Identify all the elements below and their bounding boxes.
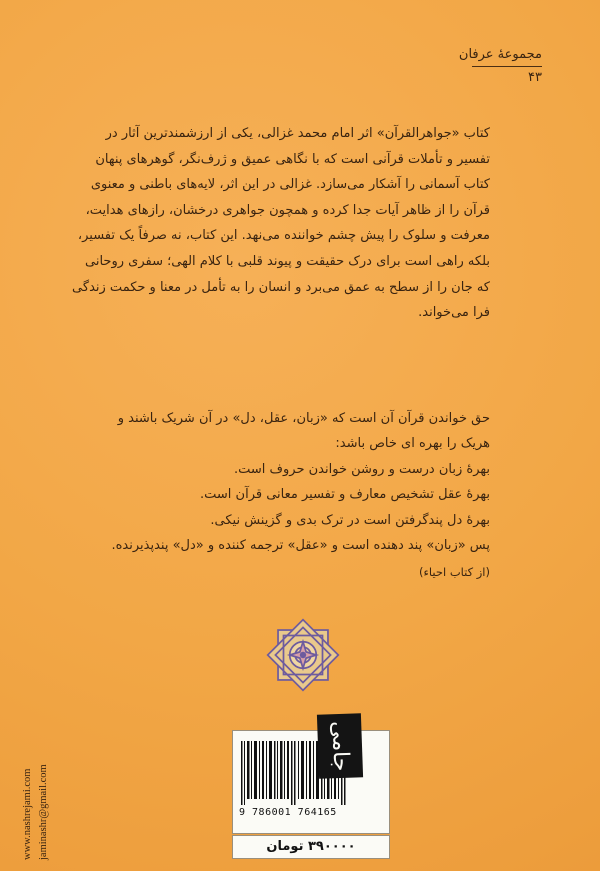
email-text: jaminashr@gmail.com bbox=[38, 764, 49, 860]
price-label: ۳۹۰۰۰۰ تومان bbox=[232, 835, 390, 859]
barcode-label bbox=[232, 730, 390, 834]
series-label bbox=[459, 46, 542, 87]
contact-info bbox=[20, 680, 56, 860]
publisher-logo: جامی bbox=[317, 713, 363, 778]
description-line: بلکه راهی است برای درک حقیقت و پیوند قلبی با کلام الهی؛ سفری روحانی bbox=[85, 253, 490, 269]
description-line: معرفت و سلوک را پیش چشم خواننده می‌نهد. این کتاب، نه صرفاً یک تفسیر، bbox=[77, 228, 490, 244]
description-line: قرآن را از ظاهر آیات جدا کرده و همچون جواهری درخشان، رازهای هدایت، bbox=[85, 202, 490, 218]
quote-line: بهرهٔ عقل تشخیص معارف و تفسیر معانی قرآن است. bbox=[200, 487, 490, 503]
quote-line: پس «زبان» پند دهنده است و «عقل» ترجمه کننده و «دل» پندپذیرنده. bbox=[111, 538, 490, 554]
description-line: فرا می‌خواند. bbox=[418, 305, 490, 321]
description-line: کتاب «جواهرالقرآن» اثر امام محمد غزالی، یکی از ارزشمندترین آثار در bbox=[105, 126, 490, 141]
website-text: www.nashrejami.com bbox=[22, 768, 33, 860]
book-description bbox=[72, 121, 490, 326]
description-line: کتاب آسمانی را آشکار می‌سازد. غزالی در این اثر، لایه‌های باطنی و معنوی bbox=[90, 177, 490, 193]
description-line: که جان را از سطح به عمق می‌برد و انسان را به تأمل در معنا و حکمت زندگی bbox=[72, 279, 490, 295]
series-name: مجموعهٔ عرفان bbox=[458, 47, 542, 62]
description-line: تفسیر و تأملات قرآنی است که با نگاهی عمیق و ژرف‌نگر، گوهرهای پنهان bbox=[95, 151, 490, 167]
quote-line: بهرهٔ زبان درست و روشن خواندن حروف است. bbox=[234, 461, 490, 477]
star-ornament-icon bbox=[264, 616, 342, 694]
quote-line: بهرهٔ دل پندگرفتن است در ترک بدی و گزینش نیکی. bbox=[210, 512, 490, 528]
series-number: ۴۳ bbox=[528, 70, 542, 85]
quote-block bbox=[100, 406, 490, 586]
isbn-number: 9 786001 764165 bbox=[239, 807, 337, 818]
quote-source: (از کتاب احیاء) bbox=[419, 565, 490, 580]
quote-line: هریک را بهره ای خاص باشد: bbox=[335, 436, 490, 452]
series-divider bbox=[472, 66, 542, 67]
quote-line: حق خواندن قرآن آن است که «زبان، عقل، دل» در آن شریک باشند و bbox=[117, 411, 490, 426]
